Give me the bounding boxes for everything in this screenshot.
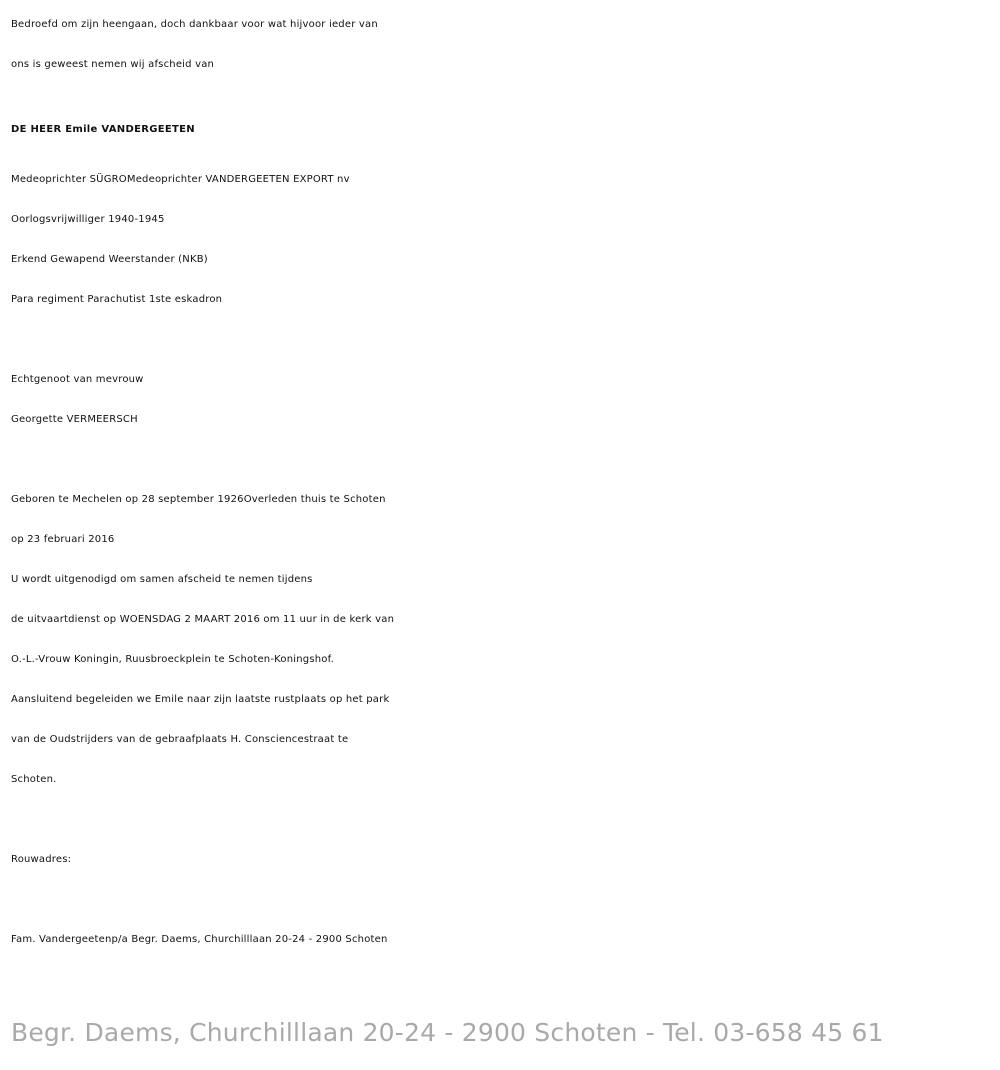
title-line: Medeoprichter SÜGROMedeoprichter VANDERGEETEN EXPORT nv — [11, 174, 350, 185]
details-block — [11, 480, 991, 800]
titles-block — [11, 160, 991, 320]
intro-line: Bedroefd om zijn heengaan, doch dankbaar voor wat hijvoor ieder van — [11, 19, 378, 30]
spacer — [11, 880, 991, 920]
title-line: Oorlogsvrijwilliger 1940-1945 — [11, 214, 165, 225]
funeral-home-footer: Begr. Daems, Churchilllaan 20-24 - 2900 Schoten - Tel. 03-658 45 61 — [11, 1018, 884, 1047]
intro-text — [11, 5, 991, 85]
spouse-name: Georgette VERMEERSCH — [11, 414, 138, 425]
obituary-notice — [11, 0, 991, 960]
intro-line: ons is geweest nemen wij afscheid van — [11, 59, 215, 70]
spacer — [11, 320, 991, 360]
details-line: U wordt uitgenodigd om samen afscheid te nemen tijdens — [11, 574, 313, 585]
spouse-line: Echtgenoot van mevrouw — [11, 374, 144, 385]
details-line: O.-L.-Vrouw Koningin, Ruusbroeckplein te Schoten-Koningshof. — [11, 654, 334, 665]
details-line: Schoten. — [11, 774, 57, 785]
mourning-address-label: Rouwadres: — [11, 854, 72, 865]
details-line: Geboren te Mechelen op 28 september 1926Overleden thuis te Schoten — [11, 494, 386, 505]
title-line: Erkend Gewapend Weerstander (NKB) — [11, 254, 208, 265]
details-line: Aansluitend begeleiden we Emile naar zijn laatste rustplaats op het park — [11, 694, 390, 705]
title-line: Para regiment Parachutist 1ste eskadron — [11, 294, 223, 305]
spouse-block — [11, 360, 991, 440]
deceased-name: DE HEER Emile VANDERGEETEN — [11, 124, 195, 135]
details-line: op 23 februari 2016 — [11, 534, 115, 545]
details-line: van de Oudstrijders van de gebraafplaats H. Consciencestraat te — [11, 734, 349, 745]
spacer — [11, 440, 991, 480]
spacer — [11, 800, 991, 840]
details-line: de uitvaartdienst op WOENSDAG 2 MAART 2016 om 11 uur in de kerk van — [11, 614, 395, 625]
mourning-address: Fam. Vandergeetenp/a Begr. Daems, Churchilllaan 20-24 - 2900 Schoten — [11, 934, 388, 945]
